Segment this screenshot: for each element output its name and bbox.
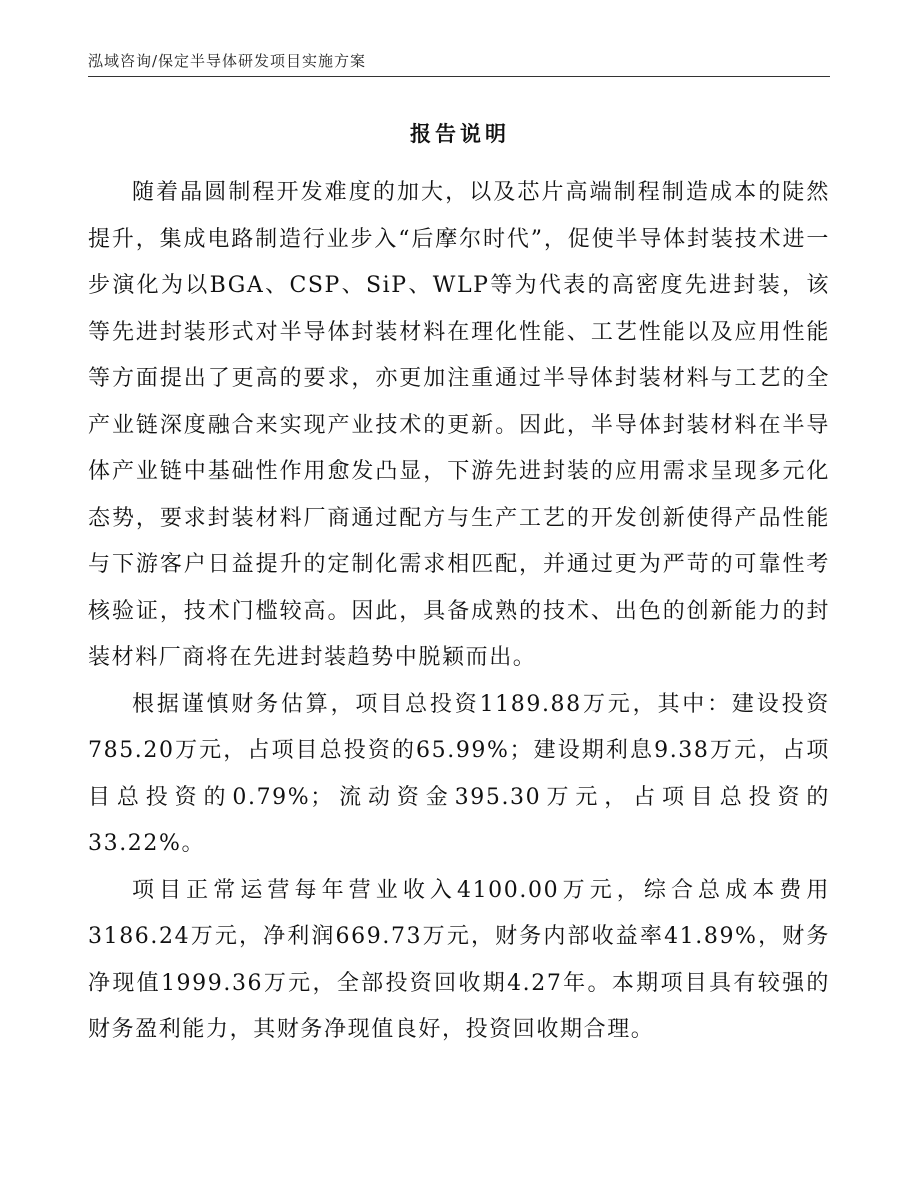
- paragraph-investment: 根据谨慎财务估算，项目总投资1189.88万元，其中：建设投资785.20万元，占项目总投资的65.99%；建设期利息9.38万元，占项目总投资的0.79%；流动资金395.30万元，占项目总投资的33.22%。: [88, 691, 830, 856]
- paragraph-background: 随着晶圆制程开发难度的加大，以及芯片高端制程制造成本的陡然提升，集成电路制造行业步入“后摩尔时代”，促使半导体封装技术进一步演化为以BGA、CSP、SiP、WLP等为代表的高密度先进封装，该等先进封装形式对半导体封装材料在理化性能、工艺性能以及应用性能等方面提出了更高的要求，亦更加注重通过半导体封装材料与工艺的全产业链深度融合来实现产业技术的更新。因此，半导体封装材料在半导体产业链中基础性作用愈发凸显，下游先进封装的应用需求呈现多元化态势，要求封装材料厂商通过配方与生产工艺的开发创新使得产品性能与下游客户日益提升的定制化需求相匹配，并通过更为严苛的可靠性考核验证，技术门槛较高。因此，具备成熟的技术、出色的创新能力的封装材料厂商将在先进封装趋势中脱颖而出。: [88, 180, 830, 670]
- report-title: 报告说明: [410, 121, 510, 146]
- paragraph-financials: 项目正常运营每年营业收入4100.00万元，综合总成本费用3186.24万元，净利润669.73万元，财务内部收益率41.89%，财务净现值1999.36万元，全部投资回收期4.27年。本期项目具有较强的财务盈利能力，其财务净现值良好，投资回收期合理。: [88, 877, 830, 1042]
- report-body: [88, 170, 830, 1054]
- page-header: 泓域咨询/保定半导体研发项目实施方案: [88, 52, 367, 70]
- header-divider: [88, 76, 830, 77]
